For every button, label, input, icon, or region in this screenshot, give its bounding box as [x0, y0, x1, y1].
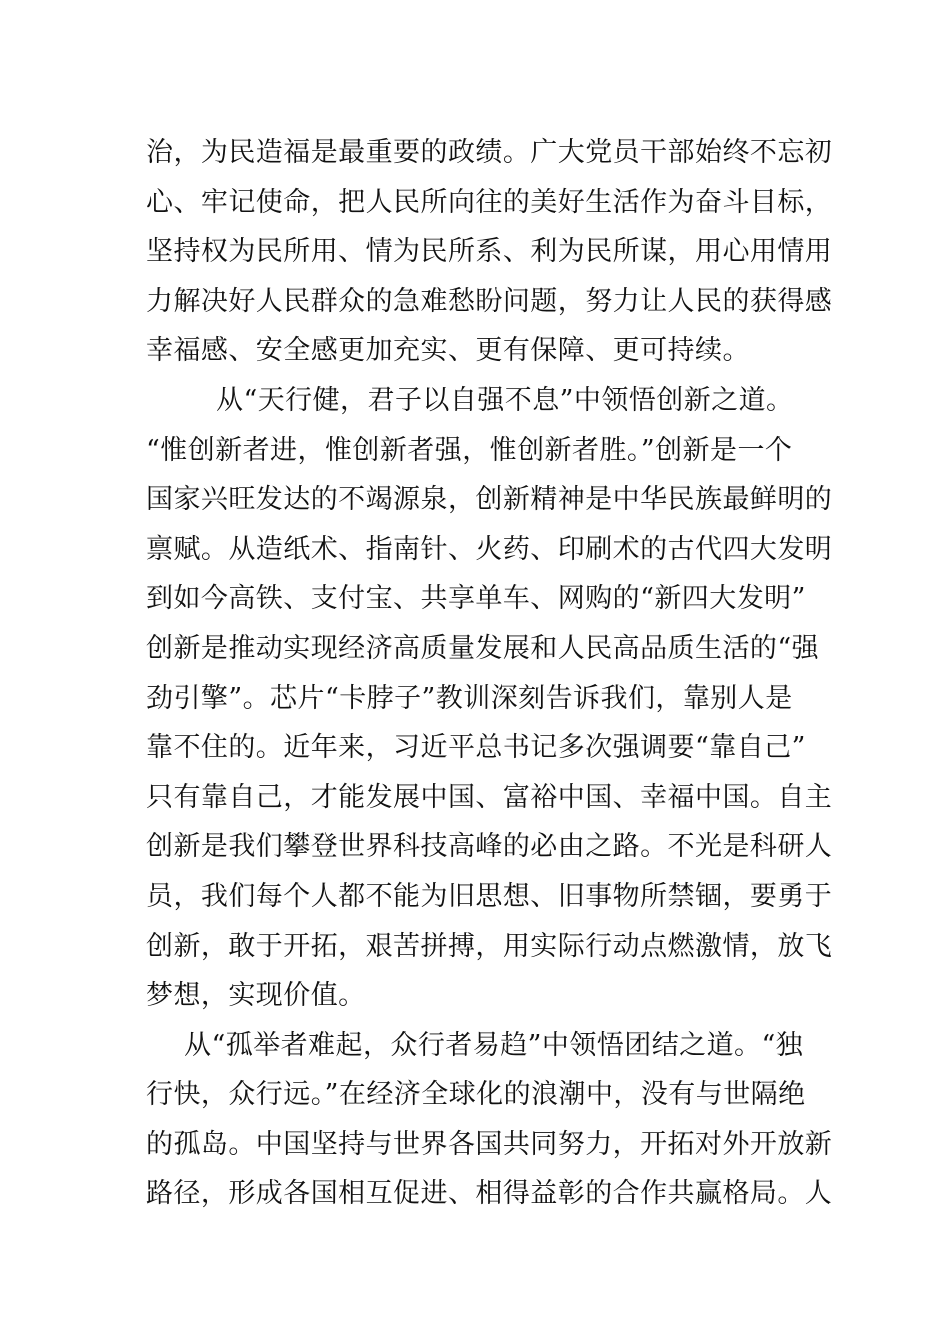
text-line: 禀赋。从造纸术、指南针、火药、印刷术的古代四大发明 [146, 533, 833, 565]
text-line: 员，我们每个人都不能为旧思想、旧事物所禁锢，要勇于 [146, 880, 833, 912]
text-line: 靠不住的。近年来，习近平总书记多次强调要“靠自己” [146, 732, 806, 764]
text-line: 行快，众行远。”在经济全球化的浪潮中，没有与世隔绝 [146, 1079, 806, 1111]
text-line: 路径，形成各国相互促进、相得益彰的合作共赢格局。人 [146, 1178, 833, 1210]
text-line: 力解决好人民群众的急难愁盼问题，努力让人民的获得感 [146, 285, 833, 317]
text-line: 坚持权为民所用、情为民所系、利为民所谋，用心用情用 [146, 236, 833, 268]
text-line: 创新是推动实现经济高质量发展和人民高品质生活的“强 [146, 632, 820, 664]
text-line: 治，为民造福是最重要的政绩。广大党员干部始终不忘初 [146, 137, 833, 168]
body-text [146, 128, 833, 1219]
text-line: 到如今高铁、支付宝、共享单车、网购的“新四大发明” [146, 583, 806, 615]
text-line: 创新是我们攀登世界科技高峰的必由之路。不光是科研人 [146, 831, 833, 863]
text-line: 梦想，实现价值。 [146, 980, 366, 1012]
paragraph-start-line: 从“孤举者难起，众行者易趋”中领悟团结之道。“独 [184, 1029, 804, 1061]
text-line: “惟创新者进，惟创新者强，惟创新者胜。”创新是一个 [146, 434, 793, 466]
text-line: 国家兴旺发达的不竭源泉，创新精神是中华民族最鲜明的 [146, 484, 833, 516]
text-line: 心、牢记使命，把人民所向往的美好生活作为奋斗目标， [146, 186, 833, 218]
text-line: 只有靠自己，才能发展中国、富裕中国、幸福中国。自主 [146, 781, 833, 813]
text-line: 的孤岛。中国坚持与世界各国共同努力，开拓对外开放新 [146, 1128, 833, 1160]
text-line: 劲引擎”。芯片“卡脖子”教训深刻告诉我们，靠别人是 [146, 682, 793, 714]
text-line: 创新，敢于开拓，艰苦拼搏，用实际行动点燃激情，放飞 [146, 930, 833, 962]
text-line: 幸福感、安全感更加充实、更有保障、更可持续。 [146, 335, 750, 367]
paragraph-start-line: 从“天行健，君子以自强不息”中领悟创新之道。 [216, 384, 794, 416]
